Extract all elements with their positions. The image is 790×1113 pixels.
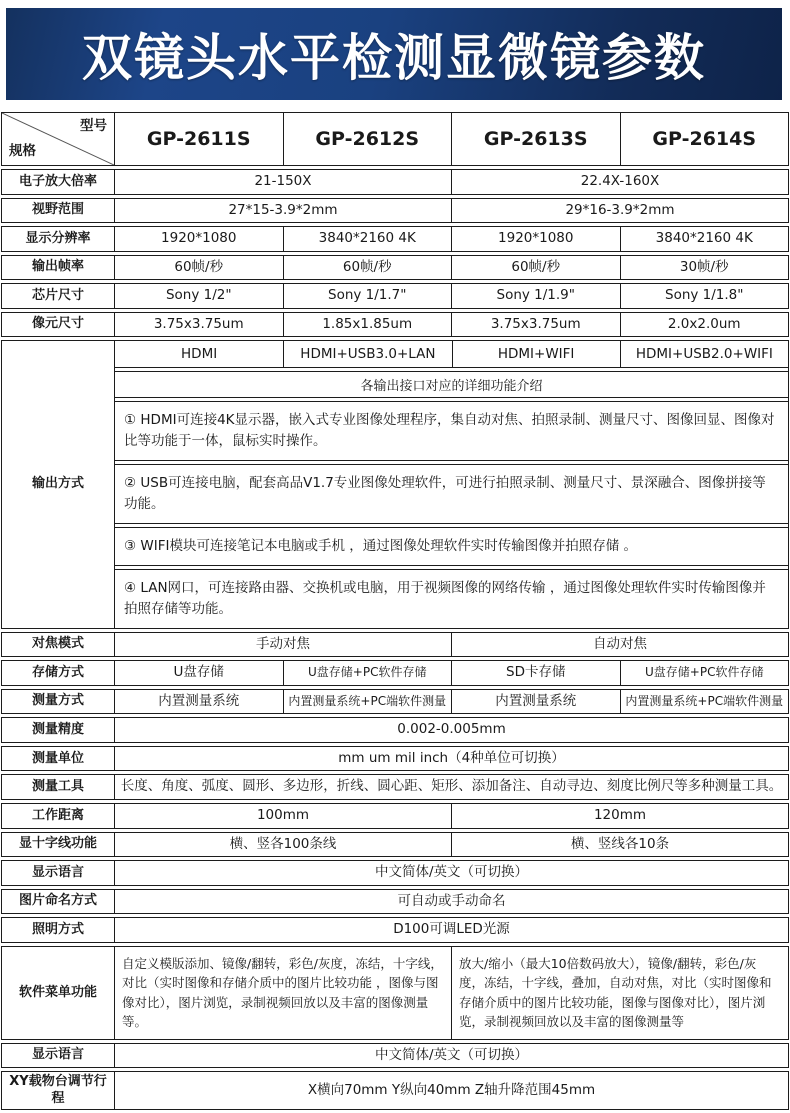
row-label: 显十字线功能 [18, 836, 97, 852]
cell: 1.85x1.85um [283, 313, 452, 337]
row-label: 显示语言 [31, 1047, 84, 1063]
cell: 内置测量系统 [451, 690, 620, 714]
cell: D100可调LED光源 [114, 918, 788, 942]
output-note-wifi: ③ WIFI模块可连接笔记本电脑或手机 ，通过图像处理软件实时传输图像并拍照存储 。 [115, 527, 788, 566]
cell: SD卡存储 [451, 661, 620, 685]
cell: 3840*2160 4K [620, 227, 789, 251]
row-label: 工作距离 [31, 807, 84, 823]
row-label: 测量单位 [31, 750, 84, 766]
cell: 0.002-0.005mm [114, 718, 788, 742]
cell: 1920*1080 [451, 227, 620, 251]
cell: 长度、角度、弧度、圆形、多边形，折线、圆心距、矩形、添加备注、自动寻边、刻度比例尺等多种测量工具。 [114, 775, 788, 799]
cell: X横向70mm Y纵向40mm Z轴升降范围45mm [114, 1072, 788, 1109]
cell: 22.4X-160X [451, 170, 788, 194]
cell: 内置测量系统+PC端软件测量 [620, 690, 789, 714]
corner-cell [2, 113, 114, 165]
row-label: 显示分辨率 [25, 230, 91, 246]
cell: Sony 1/1.9" [451, 284, 620, 308]
table-row-tools [1, 774, 789, 800]
table-row-output-method [1, 340, 789, 628]
model-name: GP-2612S [283, 113, 452, 165]
cell: HDMI [181, 346, 218, 363]
output-note-hdmi: ① HDMI可连接4K显示器，嵌入式专业图像处理程序，集自动对焦、拍照录制、测量尺寸、图像回显、图像对比等功能于一体，鼠标实时操作。 [115, 401, 788, 461]
output-ports [115, 341, 788, 368]
cell: 3.75x3.75um [114, 313, 283, 337]
table-row-measure-method [1, 689, 789, 715]
cell: 内置测量系统+PC端软件测量 [283, 690, 452, 714]
cell: 3.75x3.75um [451, 313, 620, 337]
cell: 1920*1080 [114, 227, 283, 251]
row-label: XY载物台调节行程 [9, 1074, 107, 1106]
table-row-frame-rate [1, 255, 789, 281]
title-banner [6, 8, 782, 100]
model-name: GP-2611S [114, 113, 283, 165]
table-row-working-distance [1, 803, 789, 829]
cell: 放大/缩小（最大10倍数码放大），镜像/翻转，彩色/灰度，冻结，十字线，叠加，自动对焦，对比（实时图像和存储介质中的图片比较功能，图像与图像对比），图片浏览，录制视频回放以及丰富的图像测量等 [451, 947, 788, 1039]
cell: 60帧/秒 [451, 256, 620, 280]
cell: 横、竖线各10条 [451, 833, 788, 857]
cell: 120mm [451, 804, 788, 828]
spec-sheet-page [0, 8, 790, 1110]
table-row-pixel-size [1, 312, 789, 338]
cell: U盘存储+PC软件存储 [620, 661, 789, 685]
row-label: 芯片尺寸 [31, 287, 84, 303]
table-row-models [1, 112, 789, 166]
table-row-resolution [1, 226, 789, 252]
model-name: GP-2614S [620, 113, 789, 165]
cell: 内置测量系统 [114, 690, 283, 714]
cell: 60帧/秒 [283, 256, 452, 280]
row-label: 测量方式 [31, 693, 84, 709]
corner-model-label: 型号 [80, 118, 107, 134]
cell: HDMI+USB2.0+WIFI [620, 341, 788, 367]
table-row-language-2 [1, 1043, 789, 1069]
table-row-storage [1, 660, 789, 686]
cell: Sony 1/1.8" [620, 284, 789, 308]
table-row-crosshair [1, 832, 789, 858]
table-row-xy-stage [1, 1071, 789, 1110]
row-label: 照明方式 [31, 921, 84, 937]
cell: HDMI+USB3.0+LAN [283, 341, 451, 367]
table-row-language-1 [1, 860, 789, 886]
cell: 60帧/秒 [114, 256, 283, 280]
page-title: 双镜头水平检测显微镜参数 [82, 29, 706, 87]
spec-table [1, 112, 789, 1110]
table-row-focus-mode [1, 632, 789, 658]
table-row-naming [1, 889, 789, 915]
row-label: 对焦模式 [31, 636, 84, 652]
row-label: 测量精度 [31, 722, 84, 738]
output-note-lan: ④ LAN网口，可连接路由器、交换机或电脑，用于视频图像的网络传输 ，通过图像处理软件实时传输图像并拍照存储等功能。 [115, 569, 788, 628]
cell: Sony 1/1.7" [283, 284, 452, 308]
cell: 中文简体/英文（可切换） [114, 1044, 788, 1068]
table-row-lighting [1, 917, 789, 943]
output-intro: 各输出接口对应的详细功能介绍 [115, 371, 788, 398]
table-row-magnification [1, 169, 789, 195]
cell: 21-150X [114, 170, 451, 194]
cell: 100mm [114, 804, 451, 828]
cell: 27*15-3.9*2mm [114, 199, 451, 223]
cell: 可自动或手动命名 [114, 890, 788, 914]
row-label: 存储方式 [31, 664, 84, 680]
row-label: 测量工具 [31, 779, 84, 795]
cell: 2.0x2.0um [620, 313, 789, 337]
row-label: 软件菜单功能 [18, 984, 97, 1000]
row-label: 视野范围 [31, 202, 84, 218]
row-label: 显示语言 [31, 864, 84, 880]
model-name: GP-2613S [451, 113, 620, 165]
cell: 横、竖各100条线 [114, 833, 451, 857]
cell: U盘存储 [114, 661, 283, 685]
cell: 30帧/秒 [620, 256, 789, 280]
cell: 手动对焦 [114, 633, 451, 657]
table-row-software-menu [1, 946, 789, 1040]
cell: mm um mil inch（4种单位可切换） [114, 747, 788, 771]
row-label: 图片命名方式 [18, 893, 97, 909]
cell: U盘存储+PC软件存储 [283, 661, 452, 685]
corner-spec-label: 规格 [9, 143, 36, 160]
output-note-usb: ② USB可连接电脑，配套高品V1.7专业图像处理软件，可进行拍照录制、测量尺寸、景深融合、图像拼接等功能。 [115, 464, 788, 524]
cell: 29*16-3.9*2mm [451, 199, 788, 223]
table-row-sensor-size [1, 283, 789, 309]
row-label: 输出方式 [31, 476, 84, 492]
cell: 自定义模版添加、镜像/翻转，彩色/灰度，冻结，十字线，对比（实时图像和存储介质中的图片比较功能 ，图像与图像对比），图片浏览，录制视频回放以及丰富的图像测量等。 [114, 947, 451, 1039]
cell: Sony 1/2" [114, 284, 283, 308]
row-label: 像元尺寸 [31, 316, 84, 332]
table-row-accuracy [1, 717, 789, 743]
cell: 自动对焦 [451, 633, 788, 657]
table-row-field-of-view [1, 198, 789, 224]
cell: 3840*2160 4K [283, 227, 452, 251]
cell: 中文简体/英文（可切换） [114, 861, 788, 885]
table-row-units [1, 746, 789, 772]
row-label: 输出帧率 [31, 259, 84, 275]
cell: HDMI+WIFI [452, 341, 620, 367]
row-label: 电子放大倍率 [18, 173, 97, 189]
